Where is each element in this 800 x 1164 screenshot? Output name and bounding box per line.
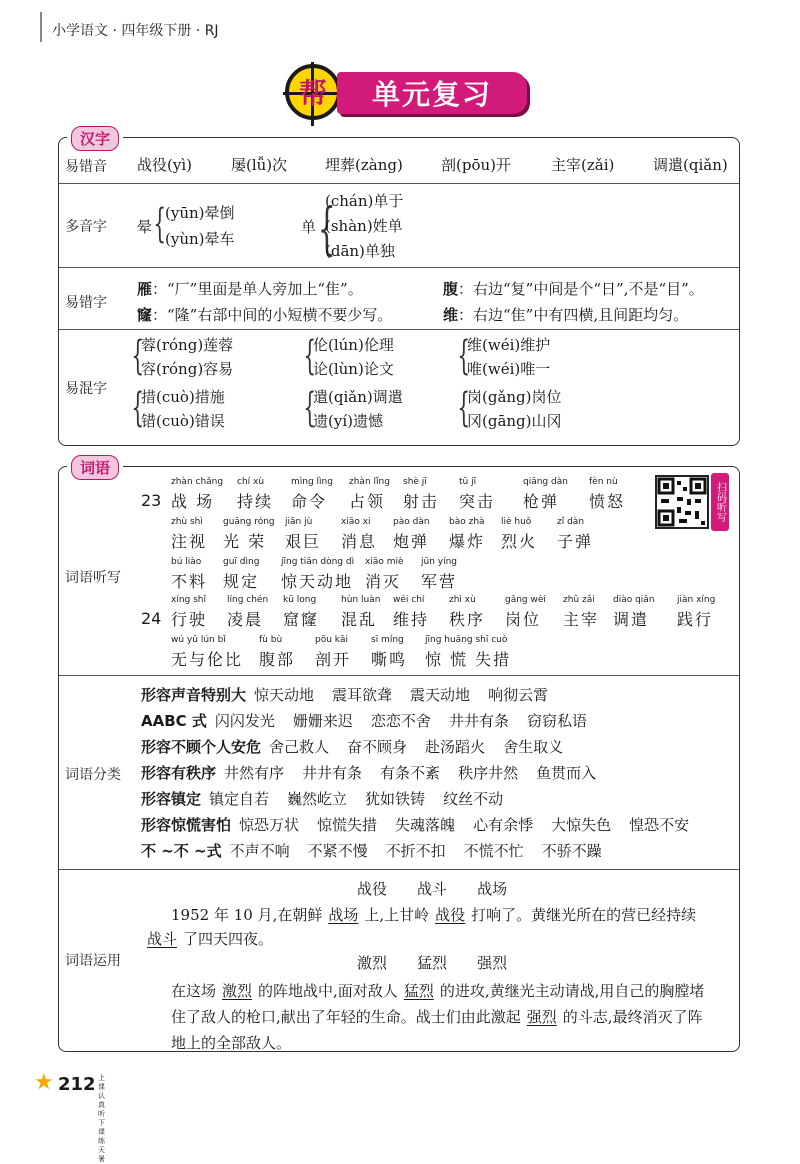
category-word: 犹如铁铸 — [365, 790, 426, 808]
pinyin: jiàn xíng — [677, 595, 716, 605]
unit-review-title — [285, 64, 530, 120]
category-head: 形容不顾个人安危 — [141, 738, 262, 756]
yicuozi-item: 维：右边“隹”中有四横,且间距均匀。 — [443, 306, 689, 324]
category-word: 井井有条 — [302, 764, 363, 782]
brace-icon: { — [457, 333, 471, 379]
pinyin: tū jī — [459, 477, 477, 487]
dictation-word: 炮弹 — [393, 532, 430, 551]
answer-blank: 战役 — [435, 906, 466, 924]
category-word: 闪闪发光 — [214, 712, 275, 730]
category-head: 形容声音特别大 — [141, 686, 247, 704]
duoyinzi-label: 多音字 — [65, 219, 107, 235]
category-head: 不 ~不 ~式 — [141, 842, 222, 860]
fenlei-row — [59, 675, 739, 869]
category-line — [141, 710, 605, 731]
dictation-word: 持续 — [237, 492, 274, 511]
category-head: 形容惊慌害怕 — [141, 816, 232, 834]
category-word: 井然有序 — [224, 764, 285, 782]
hanzi-tag: 汉字 — [67, 126, 123, 151]
word-options: 战役 战斗 战场 — [357, 880, 508, 898]
category-line — [141, 788, 521, 809]
brace-icon: { — [131, 333, 145, 379]
category-word: 大惊失色 — [551, 816, 612, 834]
category-word: 不折不扣 — [385, 842, 446, 860]
category-word: 不紧不慢 — [307, 842, 368, 860]
yicuoyin-item: 屡(lǚ)次 — [231, 156, 288, 174]
pinyin: guāng róng — [223, 517, 275, 527]
duoyin-item: (chán)单于 — [325, 192, 404, 210]
category-word: 秩序井然 — [458, 764, 519, 782]
yihunzi-item: 措(cuò)措施 — [141, 388, 225, 406]
ciyu-section — [58, 459, 740, 1052]
category-word: 震耳欲聋 — [332, 686, 393, 704]
category-head: 形容有秩序 — [141, 764, 217, 782]
fenlei-label: 词语分类 — [65, 767, 121, 783]
dictation-word: 烈火 — [501, 532, 538, 551]
yihunzi-item: 伦(lún)伦理 — [313, 336, 394, 354]
category-word: 纹丝不动 — [443, 790, 504, 808]
category-word: 震天动地 — [410, 686, 471, 704]
pinyin: fèn nù — [589, 477, 618, 487]
lesson-number: 23 — [141, 491, 162, 510]
duoyin-char-dan: 单 — [301, 218, 317, 236]
category-word: 响彻云霄 — [488, 686, 549, 704]
dictation-word: 规定 — [223, 572, 260, 591]
yunyong-label: 词语运用 — [65, 953, 121, 969]
brace-icon: { — [153, 201, 167, 247]
pinyin: liè huǒ — [501, 517, 532, 527]
category-word: 心有余悸 — [473, 816, 534, 834]
pinyin: fù bù — [259, 635, 283, 645]
category-word: 不骄不躁 — [541, 842, 602, 860]
pinyin: zhàn lǐng — [349, 477, 390, 487]
brace-icon: { — [457, 385, 471, 431]
yicuozi-item: 腹：右边“复”中间是个“日”,不是“目”。 — [443, 280, 704, 298]
pinyin: wú yǔ lún bǐ — [171, 635, 226, 645]
pinyin: zhù shì — [171, 517, 203, 527]
yicuoyin-item: 主宰(zǎi) — [551, 156, 615, 174]
category-head: 形容镇定 — [141, 790, 202, 808]
answer-blank: 强烈 — [526, 1008, 557, 1026]
dictation-word: 消灭 — [365, 572, 402, 591]
category-word: 惊恐万状 — [239, 816, 300, 834]
dictation-word: 维持 — [393, 610, 430, 629]
dictation-word: 占领 — [349, 492, 386, 511]
tingxie-label: 词语听写 — [65, 570, 121, 586]
yihunzi-item: 遣(qiǎn)调遣 — [313, 388, 403, 406]
duoyin-item: (shàn)姓单 — [325, 217, 403, 235]
hanzi-section — [58, 130, 740, 446]
brace-icon: { — [317, 197, 336, 262]
pinyin: jīng huāng shī cuò — [425, 635, 508, 645]
pinyin: shè jī — [403, 477, 427, 487]
qr-code-icon[interactable] — [655, 475, 709, 529]
dictation-word: 无与伦比 — [171, 650, 244, 669]
category-head: AABC 式 — [141, 712, 207, 730]
category-line — [141, 840, 620, 861]
category-word: 舍己救人 — [269, 738, 330, 756]
category-word: 奋不顾身 — [347, 738, 408, 756]
yicuozi-item: 雁：“厂”里面是单人旁加上“隹”。 — [137, 280, 363, 298]
pinyin: diào qiǎn — [613, 595, 655, 605]
badge-text: 帮 — [298, 77, 327, 110]
category-word: 不慌不忙 — [463, 842, 524, 860]
category-word: 有条不紊 — [380, 764, 441, 782]
duoyin-item: (yūn)晕倒 — [165, 204, 235, 222]
dictation-word: 腹部 — [259, 650, 296, 669]
pinyin: guī dìng — [223, 557, 260, 567]
yicuoyin-item: 战役(yì) — [137, 156, 192, 174]
dictation-word: 调遣 — [613, 610, 650, 629]
yicuoyin-item: 调遣(qiǎn) — [653, 156, 728, 174]
pinyin: chí xù — [237, 477, 265, 487]
lesson-number: 24 — [141, 609, 162, 628]
pinyin: wéi chí — [393, 595, 425, 605]
dictation-word: 践行 — [677, 610, 714, 629]
yihunzi-item: 蓉(róng)莲蓉 — [141, 336, 234, 354]
pinyin: zhì xù — [449, 595, 476, 605]
category-word: 失魂落魄 — [395, 816, 456, 834]
yihunzi-item: 维(wéi)维护 — [467, 336, 551, 354]
dictation-word: 子弹 — [557, 532, 594, 551]
pinyin: bào zhà — [449, 517, 485, 527]
pinyin: xíng shǐ — [171, 595, 206, 605]
pinyin: hùn luàn — [341, 595, 381, 605]
duoyin-item: (yùn)晕车 — [165, 230, 235, 248]
dictation-word: 艰巨 — [285, 532, 322, 551]
pinyin: líng chén — [227, 595, 269, 605]
dictation-word: 嘶鸣 — [371, 650, 408, 669]
pinyin: jiān jù — [285, 517, 313, 527]
answer-blank: 猛烈 — [403, 982, 434, 1000]
header-divider — [40, 12, 42, 42]
paragraph-line: 战斗 了四天四夜。 — [141, 928, 273, 949]
yicuoyin-item: 埋葬(zàng) — [325, 156, 403, 174]
dictation-word: 消息 — [341, 532, 378, 551]
category-word: 恋恋不舍 — [370, 712, 431, 730]
grade-label: 小学语文 · 四年级下册 · RJ — [52, 23, 219, 39]
star-icon: ★ — [34, 1070, 54, 1095]
category-word: 镇定自若 — [209, 790, 270, 808]
brace-icon: { — [303, 333, 317, 379]
dictation-word: 愤怒 — [589, 492, 626, 511]
yihunzi-item: 容(róng)容易 — [141, 360, 234, 378]
pinyin: qiāng dàn — [523, 477, 568, 487]
paragraph-block: 在这场 激烈 的阵地战中,面对敌人 猛烈 的进攻,黄继光主动请战,用自己的胸膛堵住了敌人的枪口,献出了年轻的生命。战士们由此激起 强烈 的斗志,最终消灭了阵地上的全部敌人。 — [171, 982, 705, 1052]
yicuozi-row — [59, 267, 739, 329]
dictation-word: 主宰 — [563, 610, 600, 629]
pinyin: gǎng wèi — [505, 595, 546, 605]
pinyin: mìng lìng — [291, 477, 333, 487]
category-word: 不声不响 — [229, 842, 290, 860]
duoyinzi-row — [59, 183, 739, 267]
yicuoyin-row — [59, 138, 739, 183]
yihunzi-item: 论(lùn)论文 — [313, 360, 394, 378]
category-word: 惶恐不安 — [629, 816, 690, 834]
dictation-word: 秩序 — [449, 610, 486, 629]
dictation-word: 惊 慌 失措 — [425, 650, 512, 669]
ciyu-tag: 词语 — [67, 455, 123, 480]
yihunzi-item: 岗(gǎng)岗位 — [467, 388, 562, 406]
answer-blank: 激烈 — [222, 982, 253, 1000]
yihunzi-item: 冈(gāng)山冈 — [467, 412, 562, 430]
category-word: 巍然屹立 — [287, 790, 348, 808]
dictation-word: 军营 — [421, 572, 458, 591]
pinyin: jīng tiān dòng dì — [281, 557, 355, 567]
category-word: 惊天动地 — [254, 686, 315, 704]
yihunzi-row — [59, 329, 739, 445]
category-word: 惊慌失措 — [317, 816, 378, 834]
category-word: 舍生取义 — [503, 738, 564, 756]
brace-icon: { — [303, 385, 317, 431]
category-word: 井井有条 — [448, 712, 509, 730]
paragraph-line: 1952 年 10 月,在朝鲜 战场 上,上甘岭 战役 打响了。黄继光所在的营已经持续 — [171, 906, 697, 924]
dictation-word: 注视 — [171, 532, 208, 551]
answer-blank: 战场 — [328, 906, 359, 924]
dictation-word: 枪弹 — [523, 492, 560, 511]
pinyin: kū long — [283, 595, 317, 605]
dictation-word: 凌晨 — [227, 610, 264, 629]
dictation-word: 剖开 — [315, 650, 352, 669]
dictation-word: 惊天动地 — [281, 572, 354, 591]
dictation-word: 战 场 — [171, 492, 215, 511]
category-word: 赴汤蹈火 — [425, 738, 486, 756]
page-number: 212 — [58, 1074, 96, 1095]
dictation-word: 窟窿 — [283, 610, 320, 629]
dictation-word: 命令 — [291, 492, 328, 511]
page-note: 上课认真听 下课练天暑 — [98, 1074, 105, 1163]
bang-badge — [285, 64, 341, 120]
category-line — [141, 762, 614, 783]
yicuozi-label: 易错字 — [65, 295, 107, 311]
dictation-word: 射击 — [403, 492, 440, 511]
yihunzi-item: 唯(wéi)唯一 — [467, 360, 551, 378]
dictation-word: 突击 — [459, 492, 496, 511]
category-line — [141, 736, 581, 757]
page-title: 单元复习 — [337, 72, 527, 114]
page-header — [0, 0, 800, 60]
category-line — [141, 814, 707, 835]
pinyin: zhǔ zǎi — [563, 595, 595, 605]
dictation-word: 不料 — [171, 572, 208, 591]
brace-icon: { — [131, 385, 145, 431]
yihunzi-item: 错(cuò)错误 — [141, 412, 225, 430]
category-line — [141, 684, 566, 705]
duoyin-char-yun: 晕 — [137, 218, 153, 236]
duoyin-item: (dān)单独 — [325, 242, 395, 260]
dictation-word: 光 荣 — [223, 532, 267, 551]
yihunzi-label: 易混字 — [65, 381, 107, 397]
yunyong-row — [59, 869, 739, 1051]
pinyin: sī míng — [371, 635, 404, 645]
yicuoyin-label: 易错音 — [65, 159, 107, 175]
tingxie-row — [59, 467, 739, 675]
dictation-word: 混乱 — [341, 610, 378, 629]
category-word: 窃窃私语 — [526, 712, 587, 730]
yicuozi-item: 窿：“隆”右部中间的小短横不要少写。 — [137, 306, 393, 324]
pinyin: bú liào — [171, 557, 202, 567]
word-options: 激烈 猛烈 强烈 — [357, 954, 508, 972]
pinyin: xiāo xi — [341, 517, 371, 527]
answer-blank: 战斗 — [147, 930, 178, 948]
scan-listen-label: 扫码听写 — [711, 473, 729, 531]
pinyin: jūn yíng — [421, 557, 458, 567]
dictation-word: 爆炸 — [449, 532, 486, 551]
yihunzi-item: 遗(yí)遗憾 — [313, 412, 383, 430]
pinyin: xiāo miè — [365, 557, 404, 567]
yicuoyin-item: 剖(pōu)开 — [441, 156, 511, 174]
category-word: 鱼贯而入 — [536, 764, 597, 782]
category-word: 姗姗来迟 — [292, 712, 353, 730]
pinyin: zǐ dàn — [557, 517, 585, 527]
pinyin: pào dàn — [393, 517, 430, 527]
dictation-word: 行驶 — [171, 610, 208, 629]
pinyin: zhàn chǎng — [171, 477, 224, 487]
dictation-word: 岗位 — [505, 610, 542, 629]
pinyin: pōu kāi — [315, 635, 349, 645]
